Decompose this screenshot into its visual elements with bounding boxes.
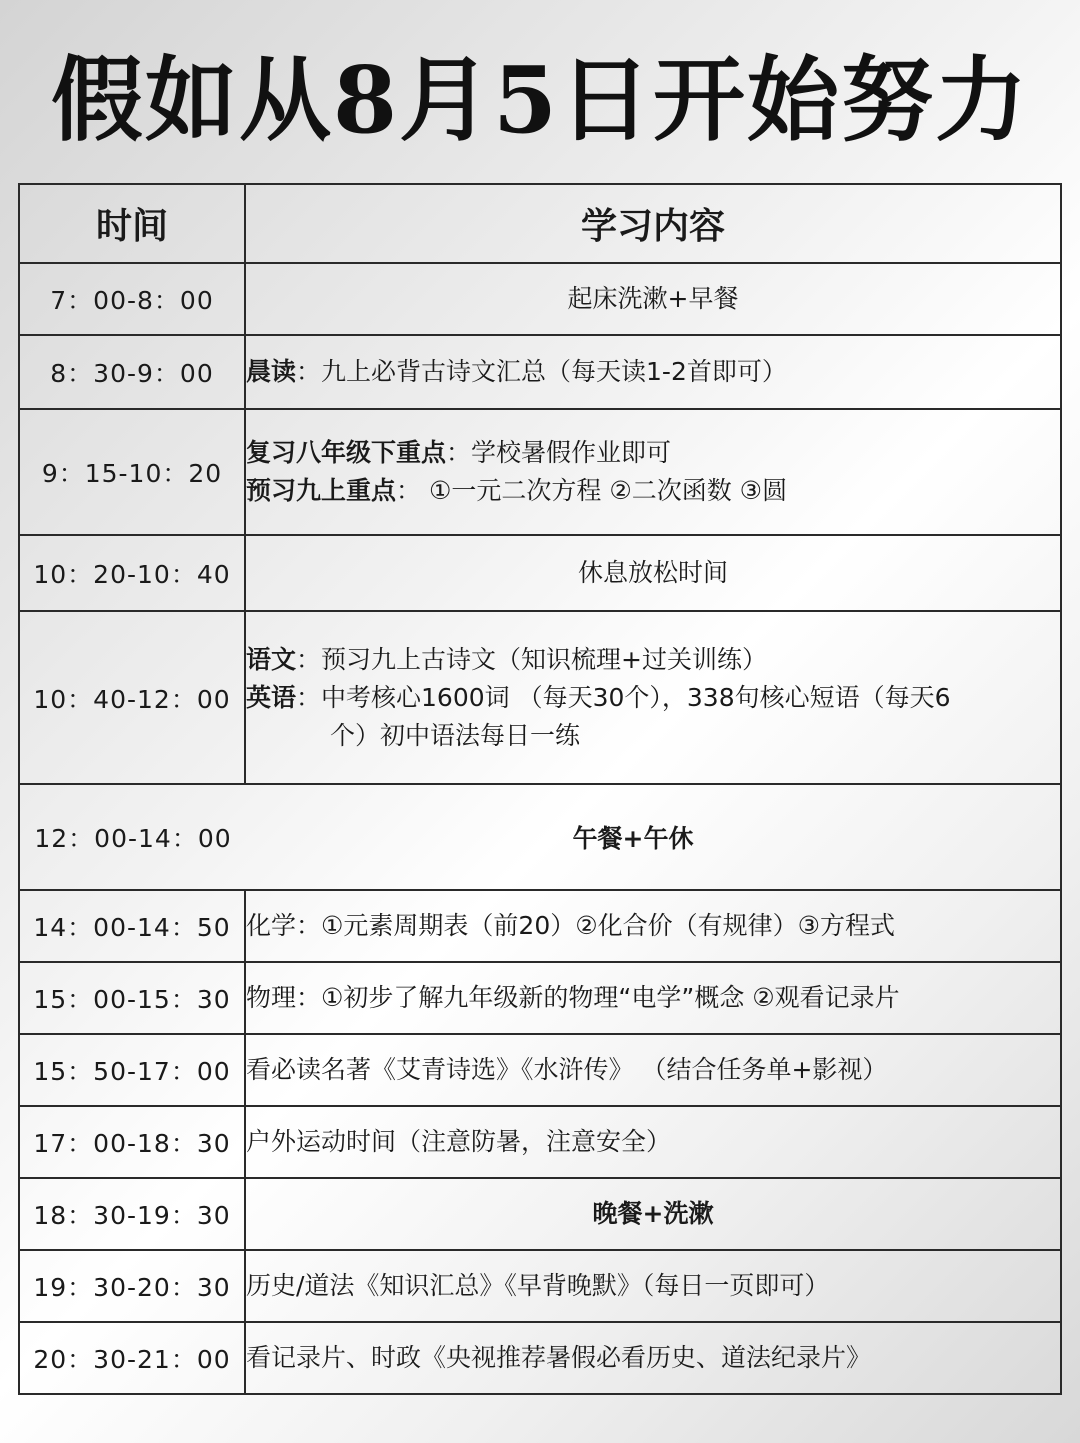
row-content: 户外运动时间（注意防暑，注意安全） <box>245 1106 1061 1178</box>
row-time: 19：30-20：30 <box>19 1250 245 1322</box>
row-label: 预习九上重点 <box>246 476 397 505</box>
row-text: ：九上必背古诗文汇总（每天读1-2首即可） <box>296 357 787 386</box>
table-row <box>19 1106 1061 1178</box>
row-line <box>246 472 1060 510</box>
row-time: 10：40-12：00 <box>19 611 245 784</box>
row-label: 语文 <box>246 644 297 674</box>
table-row <box>19 890 1061 962</box>
row-content <box>245 335 1061 409</box>
table-header-row <box>19 184 1061 263</box>
table-row <box>19 263 1061 335</box>
row-content: 晚餐+洗漱 <box>245 1178 1061 1250</box>
table-row <box>19 611 1061 784</box>
row-text: ： ①一元二次方程 ②二次函数 ③圆 <box>396 476 788 505</box>
row-line <box>246 641 1060 679</box>
row-text: ：预习九上古诗文（知识梳理+过关训练） <box>296 644 767 674</box>
table-row <box>19 335 1061 409</box>
row-line <box>246 679 1060 717</box>
row-content: 看记录片、时政《央视推荐暑假必看历史、道法纪录片》 <box>245 1322 1061 1394</box>
row-time: 20：30-21：00 <box>19 1322 245 1394</box>
row-label: 复习八年级下重点 <box>246 438 447 467</box>
row-time: 18：30-19：30 <box>19 1178 245 1250</box>
row-time: 15：00-15：30 <box>19 962 245 1034</box>
table-row <box>19 962 1061 1034</box>
row-label: 英语 <box>246 682 297 712</box>
schedule-table <box>18 183 1062 1395</box>
row-content: 午餐+午休 <box>572 824 694 853</box>
row-time: 8：30-9：00 <box>19 335 245 409</box>
header-time: 时间 <box>19 184 245 263</box>
row-text: ：学校暑假作业即可 <box>446 438 672 467</box>
row-text: ：中考核心1600词 （每天30个），338句核心短语（每天6 <box>296 682 951 712</box>
row-content <box>245 611 1061 784</box>
table-row <box>19 1322 1061 1394</box>
row-line <box>246 434 1060 472</box>
page-title: 假如从8月5日开始努力 <box>50 46 1030 154</box>
row-time: 10：20-10：40 <box>19 535 245 611</box>
row-content: 化学：①元素周期表（前20）②化合价（有规律）③方程式 <box>245 890 1061 962</box>
row-time: 9：15-10：20 <box>19 409 245 535</box>
row-content <box>245 409 1061 535</box>
table-row-merged <box>19 784 1061 890</box>
row-text: 个）初中语法每日一练 <box>330 720 581 750</box>
table-row <box>19 1250 1061 1322</box>
table-row <box>19 409 1061 535</box>
row-content: 历史/道法《知识汇总》《早背晚默》（每日一页即可） <box>245 1250 1061 1322</box>
row-time: 12：00-14：00 <box>34 824 232 853</box>
row-merged-cell <box>19 784 1061 890</box>
header-content: 学习内容 <box>245 184 1061 263</box>
row-content: 物理：①初步了解九年级新的物理“电学”概念 ②观看记录片 <box>245 962 1061 1034</box>
row-content: 看必读名著《艾青诗选》《水浒传》 （结合任务单+影视） <box>245 1034 1061 1106</box>
table-row <box>19 1178 1061 1250</box>
row-content: 休息放松时间 <box>245 535 1061 611</box>
row-content: 起床洗漱+早餐 <box>245 263 1061 335</box>
row-label: 晨读 <box>246 357 297 386</box>
row-time: 14：00-14：50 <box>19 890 245 962</box>
row-time: 15：50-17：00 <box>19 1034 245 1106</box>
row-time: 17：00-18：30 <box>19 1106 245 1178</box>
row-time: 7：00-8：00 <box>19 263 245 335</box>
table-row <box>19 535 1061 611</box>
table-row <box>19 1034 1061 1106</box>
